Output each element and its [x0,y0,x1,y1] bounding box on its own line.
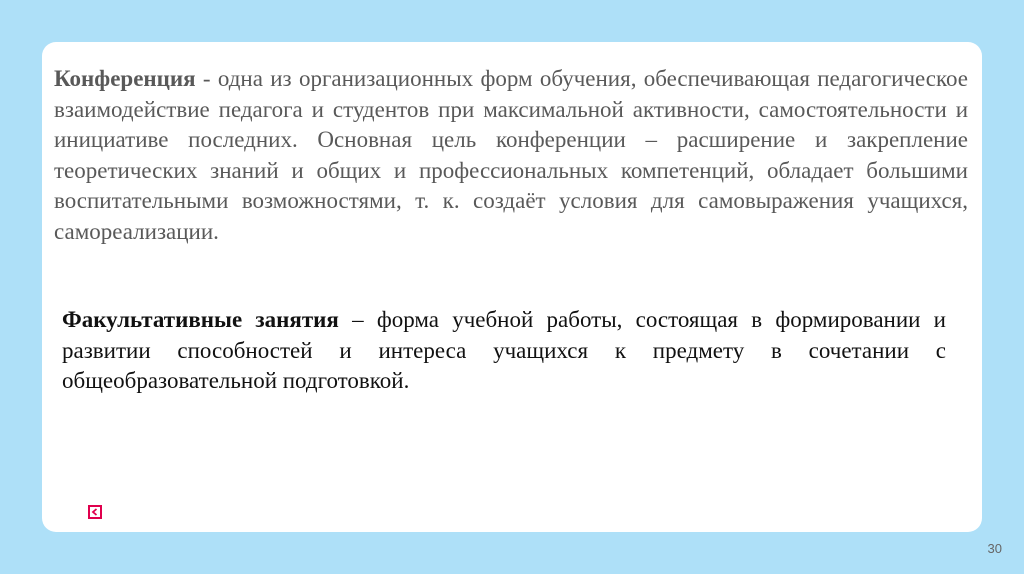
electives-paragraph [62,305,946,397]
electives-term: Факультативные занятия [62,307,339,332]
back-arrow-icon [91,508,99,516]
conference-definition: - одна из организационных форм обучения, обеспечивающая педагогическое взаимодействие педагога и студентов при максимальной активности, самостоятельности и инициативе последних. Основная цель конференции – расширение и закрепление теоретических знаний и общих и профессиональных компетенций, обладает большими воспитательными возможностями, т. к. создаёт условия для самовыражения учащихся, самореализации. [54,66,968,244]
conference-term: Конференция [54,66,196,91]
page-number: 30 [987,541,1002,556]
back-button[interactable] [88,505,102,519]
conference-paragraph [54,64,968,247]
slide-card [42,42,982,532]
electives-definition: – форма учебной работы, состоящая в формировании и развитии способностей и интереса учащихся к предмету в сочетании с общеобразовательной подготовкой. [62,307,946,393]
